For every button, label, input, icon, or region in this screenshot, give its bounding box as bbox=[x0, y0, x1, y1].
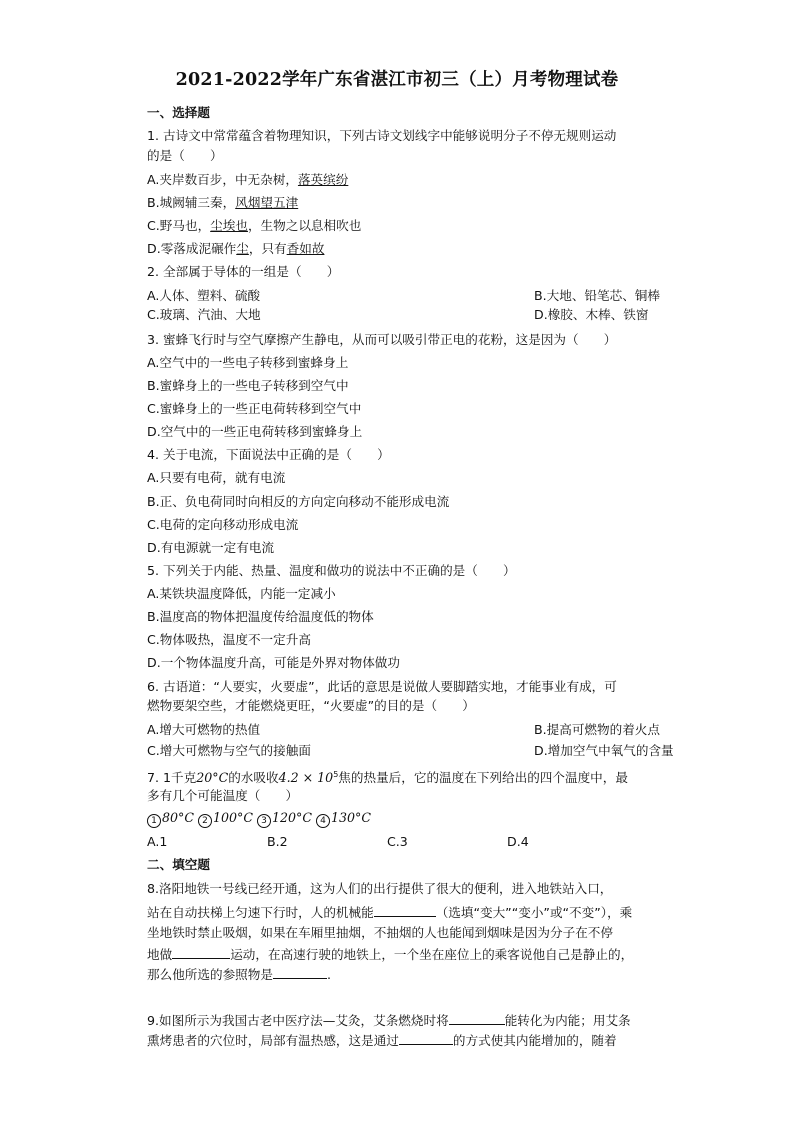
q3-option-a: A.空气中的一些电子转移到蜜蜂身上 bbox=[147, 355, 349, 370]
q8-blank-1[interactable] bbox=[374, 904, 436, 917]
q8-line2-text-post: （选填“变大”“变小”或“不变”），乘 bbox=[435, 905, 633, 920]
q9-line2-text: 熏烤患者的穴位时，局部有温热感，这是通过 bbox=[147, 1033, 399, 1048]
q7-option-b: B.2 bbox=[267, 834, 288, 849]
q8-line2-text: 站在自动扶梯上匀速下行时，人的机械能 bbox=[147, 905, 374, 920]
q8-line3: 坐地铁时禁止吸烟，如果在车厢里抽烟，不抽烟的人也能闻到烟味是因为分子在不停 bbox=[147, 925, 613, 940]
q7-temperature-list bbox=[147, 810, 371, 828]
q1-stem-line2: 的是（ ） bbox=[147, 148, 223, 163]
q7-text-2: 的水吸收 bbox=[228, 770, 279, 786]
q1-option-c-text-post: ，生物之以息相吹也 bbox=[247, 218, 362, 233]
q7-option-a: A.1 bbox=[147, 834, 168, 849]
q6-row2 bbox=[147, 743, 674, 759]
q2-row2 bbox=[147, 307, 649, 323]
q6-stem-line2: 燃物要架空些，才能燃烧更旺，“火要虚”的目的是（ ） bbox=[147, 698, 475, 713]
q6-row1 bbox=[147, 722, 660, 738]
page-title: 2021-2022学年广东省湛江市初三（上）月考物理试卷 bbox=[175, 70, 619, 90]
circled-number-icon: 2 bbox=[198, 814, 212, 828]
circled-number-icon: 1 bbox=[147, 814, 161, 828]
q2-option-d: D.橡胶、木棒、铁窗 bbox=[534, 307, 649, 322]
q1-option-c-text: C.野马也， bbox=[147, 218, 211, 233]
q6-option-d: D.增加空气中氧气的含量 bbox=[534, 743, 674, 758]
q7-unit: C bbox=[243, 810, 253, 825]
q7-heat-value: 4.2 × 10 bbox=[278, 770, 334, 786]
q9-blank-2[interactable] bbox=[399, 1032, 453, 1045]
q3-option-c: C.蜜蜂身上的一些正电荷转移到空气中 bbox=[147, 401, 362, 416]
q1-option-d-underlined-2: 香如故 bbox=[286, 241, 325, 256]
q7-temp-4: 130° bbox=[330, 810, 362, 825]
q1-option-a-text: A.夹岸数百步，中无杂树， bbox=[147, 172, 298, 187]
q5-stem: 5. 下列关于内能、热量、温度和做功的说法中不正确的是（ ） bbox=[147, 563, 516, 578]
q2-option-a: A.人体、塑料、硫酸 bbox=[147, 288, 261, 303]
q8-blank-3[interactable] bbox=[273, 966, 327, 979]
q9-line1-text-post: 能转化为内能；用艾条 bbox=[504, 1013, 631, 1028]
q8-line1: 8.洛阳地铁一号线已经开通，这为人们的出行提供了很大的便利，进入地铁站入口， bbox=[147, 881, 613, 896]
q7-heat-exponent: 5 bbox=[333, 770, 339, 779]
q7-text-3: 焦的热量后，它的温度在下列给出的四个温度中，最 bbox=[338, 770, 628, 786]
q5-option-c: C.物体吸热，温度不一定升高 bbox=[147, 632, 311, 647]
q2-stem: 2. 全部属于导体的一组是（ ） bbox=[147, 264, 340, 279]
q3-option-b: B.蜜蜂身上的一些电子转移到空气中 bbox=[147, 378, 349, 393]
q9-blank-1[interactable] bbox=[449, 1012, 505, 1025]
q7-temp-3: 120° bbox=[271, 810, 303, 825]
q1-option-a-underlined: 落英缤纷 bbox=[297, 172, 349, 187]
q7-options bbox=[147, 834, 529, 850]
q8-line4-text: 地做 bbox=[147, 947, 173, 962]
q5-option-b: B.温度高的物体把温度传给温度低的物体 bbox=[147, 609, 374, 624]
q1-option-a bbox=[147, 172, 348, 188]
q7-unit: C bbox=[218, 770, 229, 786]
q6-option-c: C.增大可燃物与空气的接触面 bbox=[147, 743, 311, 758]
q1-option-d-text: D.零落成泥碾作 bbox=[147, 241, 237, 256]
section-heading-choice: 一、选择题 bbox=[147, 105, 210, 120]
q6-stem-line1: 6. 古语道：“人要实，火要虚”，此话的意思是说做人要脚踏实地，才能事业有成，可 bbox=[147, 679, 617, 694]
section-heading-fill: 二、填空题 bbox=[147, 857, 210, 872]
q1-option-c-underlined: 尘埃也 bbox=[210, 218, 248, 233]
q7-stem-line2: 多有几个可能温度（ ） bbox=[147, 788, 299, 803]
q5-option-d: D.一个物体温度升高，可能是外界对物体做功 bbox=[147, 655, 400, 670]
q8-line4 bbox=[147, 946, 633, 963]
q1-option-b-text: B.城阙辅三秦， bbox=[147, 195, 236, 210]
q1-option-d bbox=[147, 241, 324, 257]
q7-stem-line1 bbox=[147, 767, 628, 786]
q8-line5 bbox=[147, 966, 331, 983]
q4-option-d: D.有电源就一定有电流 bbox=[147, 540, 275, 555]
q1-option-c bbox=[147, 218, 361, 234]
q4-option-c: C.电荷的定向移动形成电流 bbox=[147, 517, 299, 532]
q6-option-a: A.增大可燃物的热值 bbox=[147, 722, 261, 737]
q7-unit: C bbox=[184, 810, 194, 825]
circled-number-icon: 3 bbox=[257, 814, 271, 828]
q8-line5-text-post: . bbox=[326, 967, 331, 982]
q4-stem: 4. 关于电流，下面说法中正确的是（ ） bbox=[147, 447, 390, 462]
q7-initial-temp: 20° bbox=[196, 770, 219, 786]
q7-temp-2: 100° bbox=[212, 810, 244, 825]
q8-line5-text: 那么他所选的参照物是 bbox=[147, 967, 273, 982]
q1-option-d-underlined-1: 尘 bbox=[236, 241, 249, 256]
q9-line2-text-post: 的方式使其内能增加的，随着 bbox=[452, 1033, 617, 1048]
q4-option-b: B.正、负电荷同时向相反的方向定向移动不能形成电流 bbox=[147, 494, 450, 509]
q9-line1 bbox=[147, 1012, 631, 1029]
q3-option-d: D.空气中的一些正电荷转移到蜜蜂身上 bbox=[147, 424, 363, 439]
q1-option-b bbox=[147, 195, 298, 211]
q8-line4-text-post: 运动，在高速行驶的地铁上，一个坐在座位上的乘客说他自己是静止的， bbox=[230, 947, 634, 962]
q2-row1 bbox=[147, 288, 660, 304]
q5-option-a: A.某铁块温度降低，内能一定减小 bbox=[147, 586, 336, 601]
q8-blank-2[interactable] bbox=[172, 946, 230, 959]
q6-option-b: B.提高可燃物的着火点 bbox=[534, 722, 660, 737]
q3-stem: 3. 蜜蜂飞行时与空气摩擦产生静电，从而可以吸引带正电的花粉，这是因为（ ） bbox=[147, 332, 617, 347]
q1-option-b-underlined: 风烟望五津 bbox=[235, 195, 299, 210]
q8-line2 bbox=[147, 904, 632, 921]
q2-option-c: C.玻璃、汽油、大地 bbox=[147, 307, 261, 322]
q7-temp-1: 80° bbox=[162, 810, 185, 825]
q7-unit: C bbox=[361, 810, 371, 825]
q1-option-d-text-mid: ，只有 bbox=[248, 241, 287, 256]
q4-option-a: A.只要有电荷，就有电流 bbox=[147, 470, 286, 485]
q7-text-1: 7. 1千克 bbox=[147, 770, 197, 786]
q1-stem-line1: 1. 古诗文中常常蕴含着物理知识，下列古诗文划线字中能够说明分子不停无规则运动 bbox=[147, 128, 617, 143]
q2-option-b: B.大地、铅笔芯、铜棒 bbox=[534, 288, 660, 303]
q7-option-d: D.4 bbox=[507, 834, 529, 849]
q7-option-c: C.3 bbox=[387, 834, 408, 849]
q9-line2 bbox=[147, 1032, 617, 1049]
q7-unit: C bbox=[302, 810, 312, 825]
q9-line1-text: 9.如图所示为我国古老中医疗法—艾灸，艾条燃烧时将 bbox=[147, 1013, 449, 1028]
circled-number-icon: 4 bbox=[316, 814, 330, 828]
